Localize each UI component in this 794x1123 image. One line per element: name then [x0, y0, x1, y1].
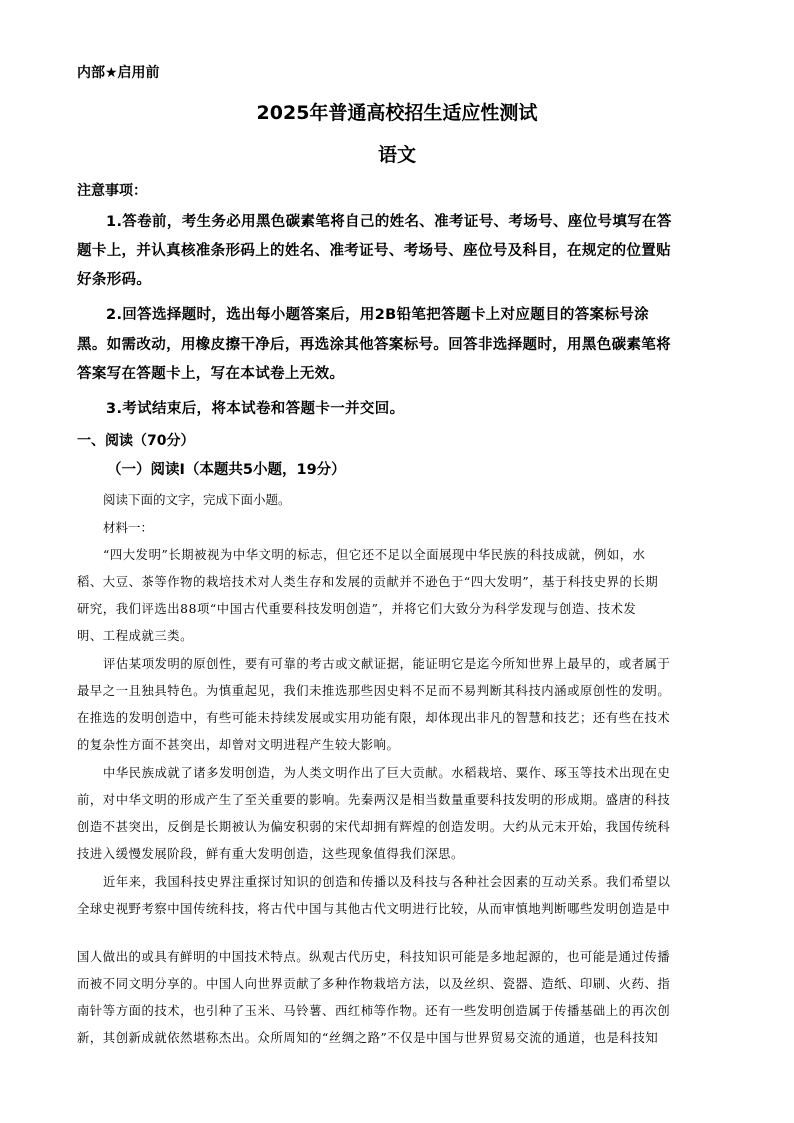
notice-line: 3.考试结束后，将本试卷和答题卡一并交回。: [106, 401, 405, 417]
passage-line: 前，对中华文明的形成产生了至关重要的影响。先秦两汉是相当数量重要科技发明的形成期。盛唐的科技: [77, 793, 671, 807]
subsection-heading: （一）阅读Ⅰ（本题共5小题，19分）: [107, 462, 346, 478]
instruction-text: 阅读下面的文字，完成下面小题。: [103, 492, 291, 507]
notice-line: 黑。如需改动，用橡皮擦干净后，再选涂其他答案标号。回答非选择题时，用黑色碳素笔将: [77, 337, 671, 353]
passage-line: 评估某项发明的原创性，要有可靠的考古或文献证据，能证明它是迄今所知世界上最早的，或者属于: [103, 657, 671, 671]
passage-line: 近年来，我国科技史界注重探讨知识的创造和传播以及科技与各种社会因素的互动关系。我们希望以: [103, 875, 671, 889]
passage-line: 南针等方面的技术，也引种了玉米、马铃薯、西红柿等作物。还有一些发明创造属于传播基础上的再次创: [77, 1004, 671, 1018]
passage-line: 中华民族成就了诸多发明创造，为人类文明作出了巨大贡献。水稻栽培、粟作、琢玉等技术出现在史: [103, 766, 671, 780]
notice-line: 2.回答选择题时，选出每小题答案后，用2B铅笔把答题卡上对应题目的答案标号涂: [106, 307, 650, 323]
passage-line: 明、工程成就三类。: [77, 629, 194, 643]
passage-line: 全球史视野考察中国传统科技，将古代中国与其他古代文明进行比较，从而审慎地判断哪些发明创造是中: [77, 902, 671, 916]
notice-line: 好条形码。: [77, 272, 152, 288]
passage-line: 新，其创新成就依然堪称杰出。众所周知的“丝绸之路”不仅是中国与世界贸易交流的通道，也是科技知: [77, 1031, 659, 1045]
passage-line: 最早之一且独具特色。为慎重起见，我们未推选那些因史料不足而不易判断其科技内涵或原创性的发明。: [77, 684, 671, 698]
notice-line: 答案写在答题卡上，写在本试卷上无效。: [77, 366, 345, 382]
page-title: 2025年普通高校招生适应性测试: [256, 102, 538, 124]
passage-line: “四大发明”长期被视为中华文明的标志，但它还不足以全面展现中华民族的科技成就，例如，水: [103, 548, 646, 562]
notice-line: 1.答卷前，考生务必用黑色碳素笔将自己的姓名、准考证号、考场号、座位号填写在答: [106, 214, 672, 230]
notice-title: 注意事项：: [77, 183, 147, 199]
passage-line: 创造不甚突出，反倒是长期被认为偏安积弱的宋代却拥有辉煌的创造发明。大约从元末开始，我国传统科: [77, 820, 671, 834]
passage-line: 的复杂性方面不甚突出，却曾对文明进程产生较大影响。: [77, 738, 400, 752]
passage-line: 国人做出的或具有鲜明的中国技术特点。纵观古代历史，科技知识可能是多地起源的，也可能是通过传播: [77, 950, 671, 964]
passage-line: 而被不同文明分享的。中国人向世界贡献了多种作物栽培方法，以及丝织、瓷器、造纸、印刷、火药、指: [77, 977, 671, 991]
passage-line: 研究，我们评选出88项“中国古代重要科技发明创造”，并将它们大致分为科学发现与创造、技术发: [77, 602, 637, 616]
passage-line: 稻、大豆、茶等作物的栽培技术对人类生存和发展的贡献并不逊色于“四大发明”，基于科技史界的长期: [77, 575, 659, 589]
passage-line: 在推选的发明创造中，有些可能未持续发展或实用功能有限，却体现出非凡的智慧和技艺；还有些在技术: [77, 711, 671, 725]
material-label: 材料一：: [103, 520, 154, 535]
confidential-tag: 内部★启用前: [77, 65, 160, 81]
passage-line: 技进入缓慢发展阶段，鲜有重大发明创造，这些现象值得我们深思。: [77, 847, 464, 861]
notice-line: 题卡上，并认真核准条形码上的姓名、准考证号、考场号、座位号及科目，在规定的位置贴: [77, 243, 671, 259]
subject-title: 语文: [377, 144, 416, 166]
section-heading: 一、阅读（70分）: [77, 433, 195, 449]
